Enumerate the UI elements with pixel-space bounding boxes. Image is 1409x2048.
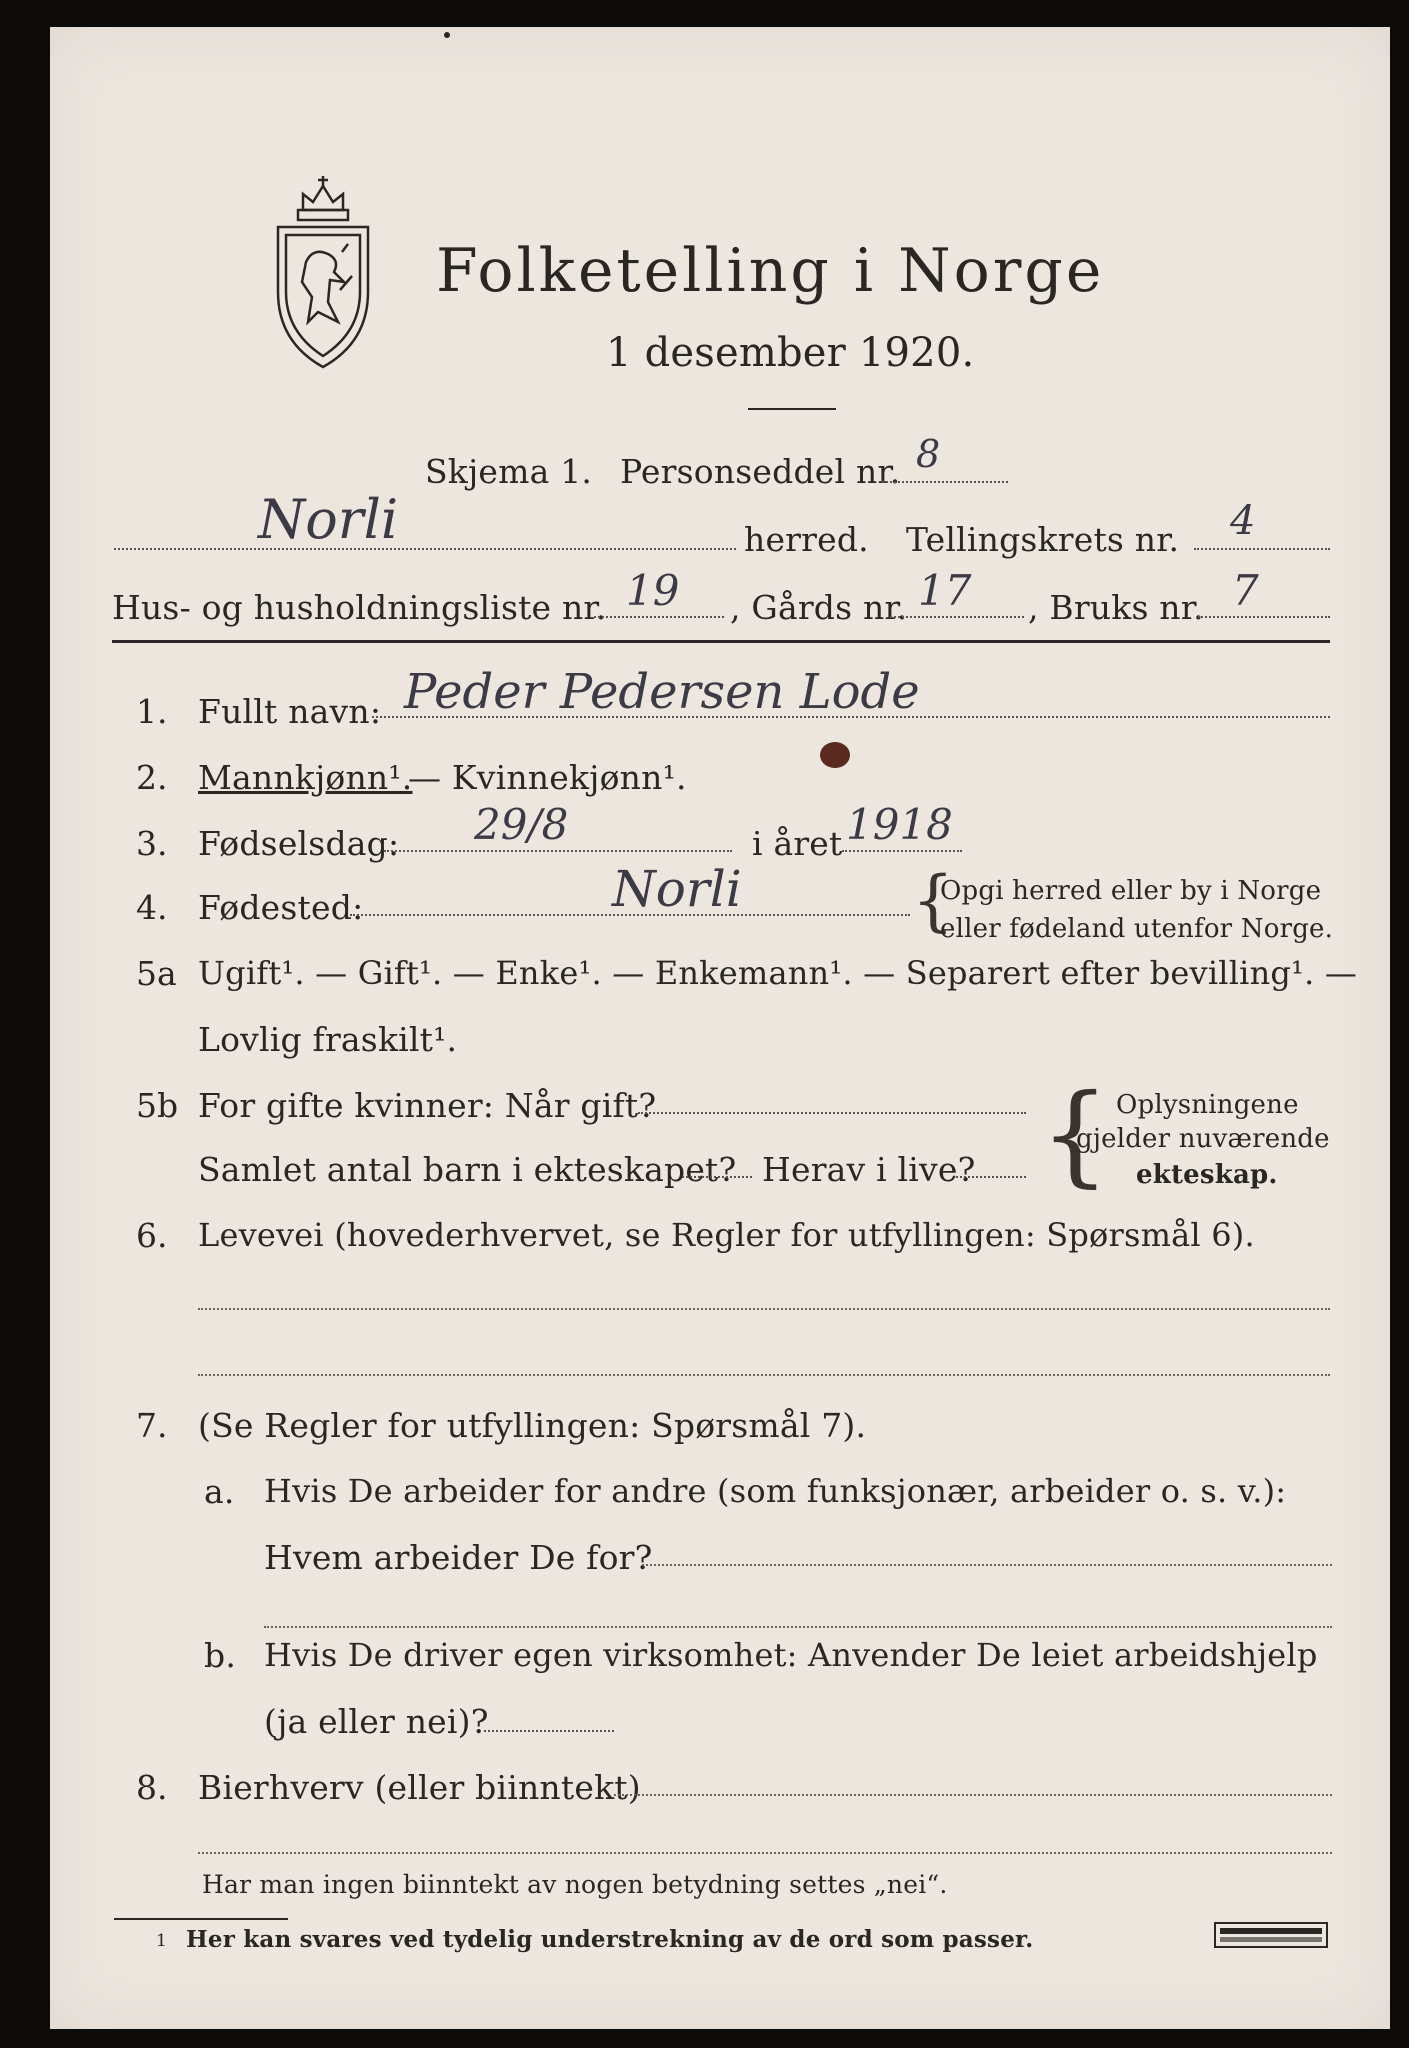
q5b-line1 — [638, 1112, 1026, 1114]
q1-value[interactable]: Peder Pedersen Lode — [404, 664, 920, 720]
q5b-note-2: gjelder nuværende — [1076, 1124, 1330, 1154]
personseddel-label: Personseddel nr. — [620, 452, 901, 491]
q7a-letter: a. — [204, 1472, 235, 1511]
tellingskrets-line — [1194, 548, 1330, 550]
q4-note-1: Opgi herred eller by i Norge — [940, 876, 1322, 906]
personseddel-value[interactable]: 8 — [916, 432, 941, 476]
q1-label: Fullt navn: — [198, 692, 382, 731]
herred-label: herred. — [744, 520, 869, 559]
coat-of-arms-icon — [268, 172, 378, 372]
footnote-text: Her kan svares ved tydelig understrekning av de ord som passer. — [186, 1926, 1034, 1953]
q7-label: (Se Regler for utfyllingen: Spørsmål 7). — [198, 1406, 867, 1445]
q5b-line2 — [682, 1176, 752, 1178]
husliste-line — [594, 616, 724, 618]
tellingskrets-value[interactable]: 4 — [1230, 498, 1256, 544]
bruks-line — [1198, 616, 1330, 618]
q5b-note-3: ekteskap. — [1136, 1160, 1278, 1190]
q7a-answer-line-1 — [642, 1564, 1332, 1566]
printer-stamp-icon — [1214, 1922, 1328, 1948]
footnote-divider — [114, 1918, 288, 1920]
bruks-value[interactable]: 7 — [1232, 566, 1259, 615]
tellingskrets-label: Tellingskrets nr. — [906, 520, 1180, 559]
ink-blot — [820, 742, 850, 768]
herred-value[interactable]: Norli — [258, 488, 399, 551]
q4-brace: { — [912, 862, 954, 939]
q4-note-2: eller fødeland utenfor Norge. — [940, 914, 1334, 944]
q6-answer-line-1 — [198, 1308, 1330, 1310]
q8-answer-line-1 — [614, 1794, 1332, 1796]
gards-label: , Gårds nr. — [730, 588, 908, 627]
q4-label: Fødested: — [198, 888, 364, 927]
punch-dot-top — [444, 32, 450, 38]
q3-year-value[interactable]: 1918 — [846, 800, 953, 849]
q4-number: 4. — [136, 888, 168, 927]
q6-number: 6. — [136, 1216, 168, 1255]
q8-answer-line-2 — [198, 1852, 1332, 1854]
personseddel-line — [882, 481, 1008, 483]
q7a-line1: Hvis De arbeider for andre (som funksjonær, arbeider o. s. v.): — [264, 1472, 1287, 1510]
skjema-label: Skjema 1. — [425, 452, 593, 491]
q7b-line1: Hvis De driver egen virksomhet: Anvender De leiet arbeidshjelp — [264, 1636, 1318, 1674]
q3-year-line — [842, 850, 962, 852]
q6-answer-line-2 — [198, 1374, 1330, 1376]
q4-value[interactable]: Norli — [612, 860, 742, 918]
q5a-line1: Ugift¹. — Gift¹. — Enke¹. — Enkemann¹. — Separert efter bevilling¹. — — [198, 954, 1358, 992]
q7-number: 7. — [136, 1406, 168, 1445]
header-divider — [112, 640, 1330, 643]
q5b-line3 — [956, 1176, 1026, 1178]
herred-line — [114, 548, 736, 550]
bruks-label: , Bruks nr. — [1028, 588, 1204, 627]
q3-line — [384, 850, 732, 852]
q3-number: 3. — [136, 824, 168, 863]
q7b-line — [484, 1730, 614, 1732]
q5b-brace: { — [1040, 1070, 1110, 1198]
gards-value[interactable]: 17 — [918, 566, 972, 615]
q8-label: Bierhverv (eller biinntekt) — [198, 1768, 641, 1807]
q5a-line2: Lovlig fraskilt¹. — [198, 1020, 458, 1059]
q2-female: — Kvinnekjønn¹. — [408, 758, 687, 797]
q7b-line2: (ja eller nei)? — [264, 1702, 489, 1741]
q8-number: 8. — [136, 1768, 168, 1807]
q3-label: Fødselsdag: — [198, 824, 400, 863]
q5b-note-1: Oplysningene — [1116, 1090, 1299, 1120]
gards-line — [890, 616, 1024, 618]
q5a-number: 5a — [136, 954, 177, 993]
q2-number: 2. — [136, 758, 168, 797]
husliste-label: Hus- og husholdningsliste nr. — [112, 588, 607, 627]
q5b-label2: Samlet antal barn i ekteskapet? — [198, 1150, 737, 1189]
q7b-letter: b. — [204, 1636, 237, 1675]
form-title: Folketelling i Norge — [436, 236, 1105, 306]
husliste-value[interactable]: 19 — [626, 566, 680, 615]
q2-male: Mannkjønn¹. — [198, 758, 413, 797]
q5b-number: 5b — [136, 1086, 179, 1125]
title-divider — [748, 408, 836, 410]
q5b-label3: Herav i live? — [762, 1150, 976, 1189]
q5b-label1: For gifte kvinner: Når gift? — [198, 1086, 657, 1125]
q7a-answer-line-2 — [264, 1626, 1332, 1628]
footnote-mark: 1 — [156, 1931, 168, 1951]
q6-label: Levevei (hovederhvervet, se Regler for utfyllingen: Spørsmål 6). — [198, 1216, 1255, 1254]
biinntekt-note: Har man ingen biinntekt av nogen betydning settes „nei“. — [202, 1870, 948, 1899]
q1-number: 1. — [136, 692, 168, 731]
form-date: 1 desember 1920. — [606, 330, 975, 376]
q7a-line2: Hvem arbeider De for? — [264, 1538, 653, 1577]
q3-value[interactable]: 29/8 — [474, 800, 569, 849]
q3-year-label: i året — [752, 824, 843, 863]
